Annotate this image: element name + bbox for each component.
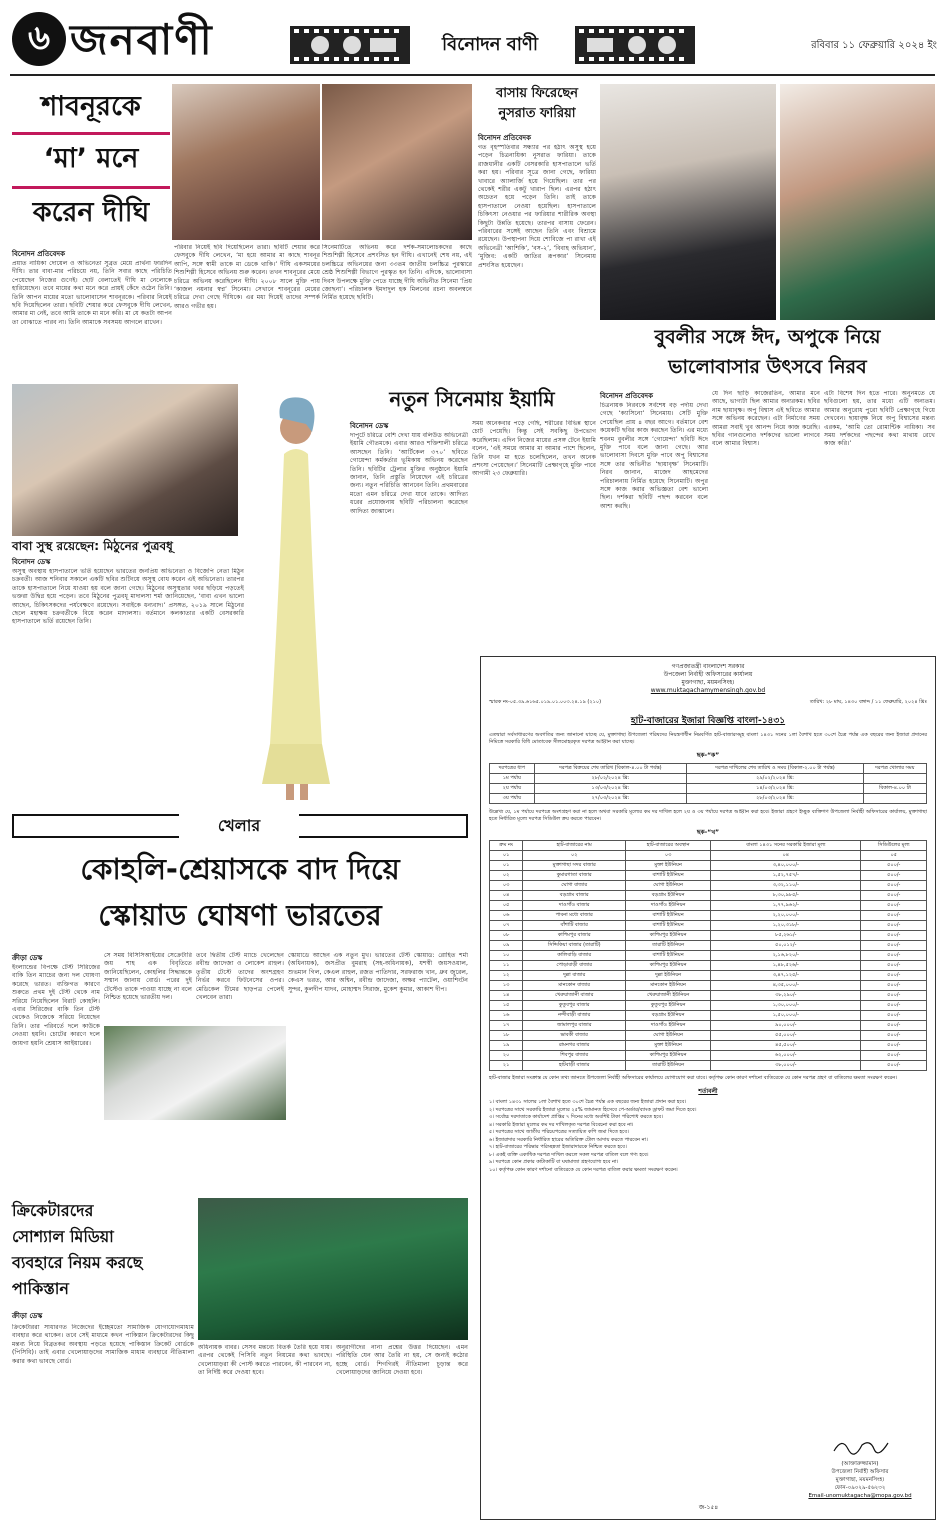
story-yami-headline: নতুন সিনেমায় ইয়ামি [389, 387, 555, 411]
story-body: গত বৃহস্পতিবার সন্ধ্যার পর হঠাৎ অসুস্থ হয়ে পড়েন চিত্রনায়িকা নুসরাত ফারিয়া। তাকে রাজধানীর একটি বেসরকারি হাসপাতালে ভর্তি করা হয়। পরিবার সূত্রে জানা গেছে, ফারিয়া খাবারে অ্যালার্জি হয়ে গিয়েছিল। তার পর থেকেই শরীর একটু খারাপ ছিল। এরপর হঠাৎ অচেতন হয়ে পড়েন তিনি। তাই তাকে হাসপাতালে নেওয়া হয়েছিল। হাসপাতালে চিকিৎসা নেওয়ার পর ফারিয়ার শারীরিক অবস্থা কিছুটা উন্নতি হয়েছে। তারপর বাসায় ফেরেন। পরিবারের সঙ্গেই আছেন তিনি এবং বিশ্রামে রয়েছেন। উপস্থাপনা দিয়ে শোবিজে পা রাখা এই অভিনেত্রী ‘আশিকি’, ‘বস-২’, ‘বিবাহ অভিযান’, ‘মুজিব: একটি জাতির রূপকার’ সিনেমায় প্রশংসিত হয়েছেন। [478, 144, 596, 269]
story-body: স্কোয়াডে আছেন এক নতুন মুখ। ভারতের টেস্ট স্কোয়াড: রোহিত শর্মা (অধিনায়ক), জসপ্রীত বুমরাহ (সহ-অধিনায়ক), যশস্বী জয়সওয়াল, শুভমান গিল, কেএল রাহুল, রজত পাতিদার, সরফরাজ খান, ধ্রুব জুরেল, কেএস ভরত, আর অশ্বিন, রবীন্দ্র জাদেজা, অক্ষর প্যাটেল, ওয়াশিংটন সুন্দর, কুলদীপ যাদব, মোহাম্মদ সিরাজ, মুকেশ কুমার, আকাশ দীপ। [288, 952, 468, 993]
table-cell: ১৪ [490, 991, 523, 1001]
sign-place: মুক্তাগাছা, ময়মনসিংহ। [835, 1477, 885, 1483]
story-body: প্রয়াত নায়িকা দোয়েল ও অভিনেতা সুব্রত মেয়ে প্রার্থনা ফারদিন দীঘি। তার বাবা-মার পরিচয়ে নয়, তিনি সবার কাছে পরিচিতি পেয়েছেন নিজের গুণেই। ছোট বেলাতেই দীঘি মা নেলোকে হারিয়েছেন। তবে মায়ের কথা মনে করে প্রায়ই কেঁদে ওঠেন তিনি। তিনি আপন মায়ের মতো ভালোবাসেন শাবনূরকে। পরিবার নিয়েই ছবি দিয়েছিলেন তারা। ছবিটি শেয়ার করে ফেসবুকে দীঘি লেখেন, আমার মা নেই, তবে আমি তাকে মা মনে করি। মা যে কতটা আপন তা বোঝাতে পারব না। তিনি আমাকে সবসময় আগলে রাখেন। [12, 260, 172, 326]
table-cell: কুতুবপুর ইউনিয়ন [626, 1001, 711, 1011]
story-body: ক্রিকেটাররা সাধারণত নিজেদের ইচ্ছেমতো সামাজিক যোগাযোগমাধ্যম ব্যবহার করে থাকেন। তবে সেই মাধ্যমে কখন পাকিস্তান ক্রিকেটারদের কিছু মন্তব্য নিয়ে বিব্রতকর অবস্থায় পড়তে হয়েছে পাকিস্তান ক্রিকেট বোর্ডকে (পিসিবি)। তাই এবার খেলোয়াড়দের সামাজিক মাধ্যম ব্যবহারে নীতিমালা করার কথা ভাবছে বোর্ড। [12, 1324, 194, 1365]
table-row [490, 871, 927, 881]
table-cell: দাওগাঁও বাজার [523, 901, 626, 911]
table-cell: ৪৫,৫০০/- [711, 1041, 861, 1051]
memo-number: স্মারক নং-০৫.৩৯.৬১৬৫.০১৯.০১.০০৩.২৪.১৯ (২১০) [489, 699, 602, 705]
condition-item: ৬। ইজারাদার সরকারি নির্ধারিত হারের অতিরিক্ত টোল আদায় করতে পারবেন না। [489, 1136, 648, 1143]
table-cell: ২৮/০২/২০২৪ খ্রি: [534, 774, 687, 784]
table-cell: ২,১৬,৮২০/- [711, 951, 861, 961]
table-row [490, 774, 927, 784]
table-cell: ২০ [490, 1051, 523, 1061]
headline-line: করেন দীঘি [32, 197, 150, 228]
table-cell: ০৫ [490, 901, 523, 911]
story-body: সময় অনেকবার পড়ে গেছি, শরীরের বিভিন্ন স্থানে চোট পেয়েছি। কিন্তু সেই সবকিছু উপভোগ করেছিলাম। এদিন নিজের মায়ের প্রসঙ্গ টেনে ইয়ামি বলেন, ‘এই সময়ে আমার মা আমার পাশে ছিলেন, তিনি যখন মা হতে চলেছিলেন, তখন অনেক প্রশংসা পেয়েছেন।’ সিনেমাটি প্রেক্ষাগৃহে মুক্তি পাবে আগামী ২৩ ফেব্রুয়ারি। [472, 420, 596, 478]
table-cell: ১,৫০,০০০/- [711, 1011, 861, 1021]
table-cell: ৫০০/- [861, 951, 927, 961]
table-row [490, 971, 927, 981]
table-row [490, 911, 927, 921]
headline-line: ব্যবহারে নিয়ম করছে [12, 1253, 143, 1272]
market-list-table [489, 840, 927, 1071]
table-cell: কুমারগাতা বাজার [523, 871, 626, 881]
table-cell: ৫০০/- [861, 881, 927, 891]
story-mithun-headline: বাবা সুস্থ রয়েছেন: মিঠুনের পুত্রবধূ [12, 539, 173, 553]
table-header-cell: হাট-বাজারের নাম [523, 841, 626, 851]
headline-line: সোশ্যাল মিডিয়া [12, 1227, 114, 1246]
table-cell: ১,৪৮,৫২৬/- [711, 961, 861, 971]
table-cell: কাশিমপুর বাজার [523, 931, 626, 941]
table-cell: ২৮/০৩/২০২৪ খ্রি: [687, 794, 864, 804]
table-cell: হাটবাড়ী বাজার [523, 1061, 626, 1071]
table-cell: ৩,৪০,০০০/- [711, 861, 861, 871]
story-bubli-headline [600, 322, 935, 388]
headline-accent-rule [12, 132, 170, 135]
table-cell: ১৬ [490, 1011, 523, 1021]
photo-india-cricketers [104, 1026, 286, 1120]
table-header-cell: বাংলা ১৪৩১ সনের সরকারি ইজারা মূল্য [711, 841, 861, 851]
table-row [490, 851, 927, 861]
story-body: অসুস্থ অবস্থায় হাসপাতালে ভর্তি হয়েছেন ভারতের জনপ্রিয় অভিনেতা ও বিজেপি নেতা মিঠুন চক্রবর্তী। আজ শনিবার সকালে একটি ছবির শুটিংয়ে অসুস্থ বোধ করেন এই অভিনেতা। তারপর তাকে হাসপাতালে নিয়ে যাওয়া হয় বলে জানা গেছে। মিঠুনের অসুস্থতার খবর ছড়িয়ে পড়তেই ভক্তরা উদ্বিগ্ন হয়ে পড়েন। তবে মিঠুনের পুত্রবধূ মাদালসা শর্মা জানিয়েছেন, ‘বাবা এখন ভালো আছেন, চিকিৎসকদের পর্যবেক্ষণে রয়েছেন। সবাইকে ধন্যবাদ।’ প্রসঙ্গত, ২০১৯ সালে মিঠুনের ছেলে মহাক্ষয় চক্রবর্তীকে বিয়ে করেন মাদালসা। বর্তমানে কলকাতার একটি বেসরকারি হাসপাতালে ভর্তি রয়েছেন তিনি। [12, 568, 244, 626]
table-cell: বড়গ্রাম ইউনিয়ন [626, 1011, 711, 1021]
headline-line: ভালোবাসার উৎসবে নিরব [668, 356, 867, 378]
story-pakistan-headline [12, 1198, 180, 1310]
sports-section-bar [12, 814, 468, 838]
ad-code: জ-১৫৪ [698, 1504, 719, 1511]
table-cell: ০৫ [861, 851, 927, 861]
table-cell: বড়গ্রাম বাজার [523, 891, 626, 901]
table-cell: ১৫ [490, 1001, 523, 1011]
paper-name: জনবাণী [70, 15, 214, 64]
table-cell: বাশাটি ইউনিয়ন [626, 951, 711, 961]
tender-notice [480, 656, 936, 1520]
photo-actress-apu [780, 84, 935, 320]
headline-line: নুসরাত ফারিয়া [498, 106, 576, 121]
photo-yami-gautam [246, 384, 346, 806]
table-row [490, 921, 927, 931]
table-row [490, 891, 927, 901]
film-reel-icon [290, 26, 410, 64]
table-cell: ৮,৩০,৯৮৫/- [711, 891, 861, 901]
table-cell: ৫০০/- [861, 901, 927, 911]
byline: ক্রীড়া ডেস্ক [12, 1312, 43, 1320]
condition-item: ৩। সর্বোচ্চ দরদাতাকে কার্যাদেশ প্রাপ্তির ৭ দিনের মধ্যে অবশিষ্ট টাকা পরিশোধ করতে হবে। [489, 1114, 663, 1120]
table-cell: মুক্তা ইউনিয়ন [626, 1041, 711, 1051]
table-cell: ৫০০/- [861, 891, 927, 901]
table-cell: ৪,৩৫,০০০/- [711, 981, 861, 991]
website-link[interactable]: www.muktagachamymensingh.gov.bd [650, 687, 766, 694]
story-body: ইংল্যান্ডের বিপক্ষে টেস্ট সিরিজের বাকি তিন ম্যাচের জন্য দল ঘোষণা করেছে ভারত। ব্যক্তিগত কারণে শুরুতে প্রথম দুই টেস্ট থেকে নাম সরিয়ে নিয়েছিলেন বিরাট কোহলি। এবার সিরিজের বাকি তিন টেস্ট থেকেও নিজেকে সরিয়ে নিয়েছেন তিনি। তার পরিবর্তে দলে কাউকে নেওয়া হয়নি। চোটের কারণে দলে জায়গা হয়নি শ্রেয়াস আইয়ারের। [12, 964, 100, 1047]
photo-actor-nirob [600, 84, 776, 320]
table-cell: ১৭ [490, 1021, 523, 1031]
table-cell: তারাটি ইউনিয়ন [626, 1061, 711, 1071]
byline: বিনোদন ডেস্ক [350, 422, 389, 430]
table-cell: ০৬ [490, 911, 523, 921]
film-strip-icon-left [290, 26, 410, 64]
table-cell: বিকাল-৪.০০ টা [863, 784, 926, 794]
memo-date: তারিখ: ২৮ মাঘ, ১৪৩০ বঙ্গাব্দ / ১১ ফেব্রুয়ারি, ২০২৪ খ্রিঃ [809, 699, 927, 705]
table-cell: ৩৮,২৯০/- [711, 991, 861, 1001]
table-cell: দাওগাঁও ইউনিয়ন [626, 901, 711, 911]
table-cell: ১৩/০৩/২০২৪ খ্রি: [534, 784, 687, 794]
post-table-text: হাট-বাজার ইজারা সংক্রান্ত যে কোন তথ্য জানতে উপজেলা নির্বাহী অফিসারের কার্যালয়ে যোগাযোগ করা যাবে। কর্তৃপক্ষ কোন কারণ দর্শানো ব্যতিরেকে যে কোন দরপত্র গ্রহণ বা বাতিলের ক্ষমতা সংরক্ষণ করেন। [489, 1075, 897, 1081]
table-row [490, 794, 927, 804]
table-row [490, 1021, 927, 1031]
tender-intro: এতদ্বারা সর্বসাধারণের অবগতির জন্য জানানো যাচ্ছে যে, মুক্তাগাছা উপজেলা পরিষদের নিয়ন্ত্রণাধীন নিম্নবর্ণিত হাট-বাজারসমূহ বাংলা ১৪৩১ সনের ১লা বৈশাখ হতে ৩০শে চৈত্র পর্যন্ত এক বছরের জন্য ইজারা প্রদানের নিমিত্তে সরকারি বিধি মোতাবেক সীলমোহরকৃত দরপত্র আহ্বান করা যাচ্ছে। [489, 732, 927, 745]
table-cell: ৫০০/- [861, 961, 927, 971]
table-cell: ০১ [490, 851, 523, 861]
table-cell: মুক্তা ইউনিয়ন [626, 861, 711, 871]
gov-line: গণপ্রজাতন্ত্রী বাংলাদেশ সরকার [671, 663, 745, 670]
byline: বিনোদন প্রতিবেদক [12, 250, 65, 258]
table-row [490, 784, 927, 794]
photo-mithun [12, 384, 238, 536]
table-cell: কাশিমপুর ইউনিয়ন [626, 931, 711, 941]
table-cell: পোড়াবাড়ী বাজার [523, 961, 626, 971]
tender-note: উল্লেখ্য যে, ১ম পর্যায়ে দরপত্রে অংশগ্রহণ করা না হলে অথবা সরকারি মূল্যের কম দর দাখিল হলে ২য় ও ৩য় পর্যায়ে দরপত্র আহ্বান করা হবে। ইজারা গ্রহণে ইচ্ছুক ব্যক্তিগণ উপজেলা নির্বাহী অফিসারের কার্যালয়, মুক্তাগাছা হতে নির্ধারিত মূল্যে দরপত্র সিডিউল ক্রয় করতে পারবেন। [489, 809, 927, 822]
table-cell: ৫০০/- [861, 991, 927, 1001]
table-cell: ১০ [490, 951, 523, 961]
photo-shabnur-dighi [172, 84, 320, 240]
table-row [490, 951, 927, 961]
story-shabnur-headline [12, 86, 170, 246]
table-cell: ৫০০/- [861, 1041, 927, 1051]
byline: বিনোদন প্রতিবেদক [600, 392, 653, 400]
table-cell: ৫০০/- [861, 1061, 927, 1071]
signature-image [830, 1435, 890, 1457]
table-cell: খেরুয়াজানী বাজার [523, 991, 626, 1001]
tender-schedule-table [489, 763, 927, 804]
table-cell: ০৩ [626, 851, 711, 861]
table-row [490, 991, 927, 1001]
table-header-cell: হাট-বাজারের অবস্থান [626, 841, 711, 851]
story-body: পরিবার নিয়েই ছবি দিয়েছিলেন তারা। ছবিটি শেয়ার করে ফেসবুকে দীঘি লেখেন, ‘মা হয়ে আমার মা কাছে শাবনূর আপি, সঙ্গে স্বামী তাকে মা ডেকে থাকি।’ দীঘি একসময়ের শিশুশিল্পী হিসেবে অভিনয় শুরু করেন। তখন শাবনূরের মেয়ে চরিত্রে অভিনয় করেছিলেন দীঘি। ২০০৮ সালে মুক্তি পায় ‘কাজল নয়নার স্বপ্ন’ সিনেমা। সেখানে শাবনূরের মেয়ের চরিত্রে দেখা গেছে দীঘিকে। এর মধ্য দিয়েই তাদের সম্পর্ক আরও গভীর হয়। [174, 244, 320, 310]
table-cell: বড়গ্রাম ইউনিয়ন [626, 891, 711, 901]
table-cell: বাশাটি ইউনিয়ন [626, 871, 711, 881]
table-cell: মানকোন ইউনিয়ন [626, 981, 711, 991]
byline: ক্রীড়া ডেস্ক [12, 954, 43, 962]
headline-line: স্কোয়াড ঘোষণা ভারতের [98, 898, 382, 932]
table-b-title: ছক-“খ” [696, 829, 720, 836]
table-cell: ০২ [523, 851, 626, 861]
table-cell: ১৪/০৩/২০২৪ খ্রি: [687, 784, 864, 794]
table-cell: ১,৭৭,৯৬২/- [711, 901, 861, 911]
story-body: চিত্রনায়ক নিরবকে সর্বশেষ বড় পর্দায় দেখা গেছে ‘ক্যাসিনো’ সিনেমায়। সেটি মুক্তি পেয়েছিল প্রায় ৪ বছর আগে। বর্তমানে বেশ কয়েকটি ছবির কাজ করছেন তিনি। এর মধ্যে শবনম বুবলীর সঙ্গে ‘গোয়েন্দা’ ছবিটি ঈদে মুক্তি পাবে বলে জানা গেছে। আর ভালোবাসা দিবসে মুক্তি পাবে অপু বিশ্বাসের সঙ্গে তার অভিনীত ‘ছায়াবৃক্ষ’ সিনেমাটি। নিরব জানান, মাজেদ আহমেদের পরিচালনায় নির্মিত হয়েছে সিনেমাটি। অপুর সঙ্গে কাজ করার অভিজ্ঞতা বেশ ভালো ছিল। দর্শকরা ছবিটি পছন্দ করবেন বলে আশা করছি। [600, 402, 708, 510]
headline-line: কোহলি-শ্রেয়াসকে বাদ দিয়ে [80, 852, 400, 886]
table-cell: ৫০০/- [861, 1031, 927, 1041]
table-cell: ৫০০/- [861, 1051, 927, 1061]
table-cell: ১,৫২,৭৫৭/- [711, 871, 861, 881]
byline: বিনোদন ডেস্ক [12, 558, 51, 566]
table-cell: ১ম পর্যায় [490, 774, 535, 784]
gov-line: মুক্তাগাছা, ময়মনসিংহ। [681, 679, 735, 686]
table-cell: ঘোগা বাজার [523, 881, 626, 891]
table-cell: ০৩ [490, 881, 523, 891]
tender-title: হাট-বাজারের ইজারা বিজ্ঞপ্তি বাংলা-১৪৩১ [630, 716, 786, 726]
story-body: যে দিন ছাড়ি কাজেরতিন, আমার মনে আছে, ভাগ্যটা ছিল আমার অন্যরকম। ছবির নাম ছায়াবৃক্ষ। অপু বিশ্বাস এই ছবিতে আমার সঙ্গে অভিনয় করেছেন। এটা নির্মাণের সময় আমরা সবাই খুব আনন্দ নিয়ে কাজ করেছি। ছবির গানগুলোও দর্শকদের ভালো লাগবে বলে আমার বিশ্বাস। [712, 390, 820, 448]
table-header-cell: দরপত্র দাখিলের শেষ তারিখ ও সময় (বিকাল-২.০০ টা পর্যন্ত) [687, 764, 864, 774]
table-cell: কাশিমপুর ইউনিয়ন [626, 961, 711, 971]
table-a-title: ছক-“ক” [696, 752, 720, 759]
table-cell [863, 794, 926, 804]
sign-phone: ফোন-০৯০২৯-৫৬২৩২ [834, 1485, 886, 1491]
table-row [490, 1041, 927, 1051]
table-cell: কুতুবপুর বাজার [523, 1001, 626, 1011]
table-row [490, 1011, 927, 1021]
photo-pakistan-cricketers [198, 1198, 468, 1340]
table-cell: শিবপুর বাজার [523, 1051, 626, 1061]
headline-line: শাবনূরকে [41, 91, 141, 122]
conditions-list [489, 1099, 927, 1174]
masthead-divider [10, 74, 935, 76]
table-row [490, 1051, 927, 1061]
condition-item: ১০। কর্তৃপক্ষ কোন কারণ দর্শানো ব্যতিরেকে যে কোন দরপত্র বাতিল করার ক্ষমতা সংরক্ষণ করেন। [489, 1166, 678, 1173]
table-cell: ১,৩০,০০০/- [711, 1001, 861, 1011]
table-cell: ৫০০/- [861, 1021, 927, 1031]
signature-block [795, 1435, 925, 1499]
photo-mother-child [322, 84, 472, 240]
table-cell: ২৯/০২/২০২৪ খ্রি: [687, 774, 864, 784]
issue-date: রবিবার ১১ ফেব্রুয়ারি ২০২৪ ইং [811, 40, 937, 51]
table-cell: ৫০০/- [861, 971, 927, 981]
table-cell: পাবনা মধ্যে বাজার [523, 911, 626, 921]
table-cell: সিদ্দিকিয়া বাজার (তারাটি) [523, 941, 626, 951]
table-row [490, 861, 927, 871]
condition-item: ৪। সরকারি ইজারা মূল্যের কম দর দাখিলকৃত দরপত্র বিবেচনা করা হবে না। [489, 1121, 634, 1128]
table-cell: ২৭/০৩/২০২৪ খ্রি: [534, 794, 687, 804]
table-cell: ভাবকী বাজার [523, 1031, 626, 1041]
story-body: দাপুটে চরিত্রে বেশি দেখা যায় বলিউড অভিনেত্রী ইয়ামি গৌতমকে। এবার আরও শক্তিশালী চরিত্রে আসছেন তিনি। ‘আর্টিকেল ৩৭০’ ছবিতে গোয়েন্দা কর্মকর্তার ভূমিকায় অভিনয় করেছেন তিনি। ছবিটির ট্রেলার মুক্তির অনুষ্ঠানে ইয়ামি জানান, তিনি প্রস্তুতি নিয়েছেন এই চরিত্রের জন্য। নতুন পরিচিতি আনবেন তিনি। প্রথমবারের মতো এমন চরিত্রে দেখা যাবে তাকে। আদিত্য ধরের প্রযোজনায় ছবিটি পরিচালনা করেছেন আদিত্য জাম্ভালে। [350, 432, 468, 515]
table-row [490, 981, 927, 991]
table-cell: ১৮ [490, 1031, 523, 1041]
table-cell: ঘোগা ইউনিয়ন [626, 1031, 711, 1041]
table-cell: দুল্লা বাজার [523, 971, 626, 981]
film-reel-icon [575, 26, 695, 64]
table-cell: বাশাটি ইউনিয়ন [626, 911, 711, 921]
table-cell: ১৯ [490, 1041, 523, 1051]
table-cell: বাশাটি ইউনিয়ন [626, 921, 711, 931]
table-cell: ১,২০,৩১৮/- [711, 921, 861, 931]
sports-section-label: খেলার [179, 814, 299, 838]
table-cell: বাঁশাটি বাজার [523, 921, 626, 931]
figure-silhouette-icon [246, 384, 346, 806]
masthead [0, 0, 945, 78]
story-body: অনুরাগীদের নানা প্রশ্নের উত্তর দিয়েছেন। এমন পরিস্থিতি যেন আর তৈরি না হয়, সে জন্যই কঠোর হচ্ছে বোর্ড। শিগগিরই নীতিমালা চূড়ান্ত করে খেলোয়াড়দের জানিয়ে দেওয়া হবে। [336, 1344, 468, 1377]
table-cell: ০৮ [490, 931, 523, 941]
condition-item: ৭। হাট-বাজারের পরিষ্কার পরিচ্ছন্নতা ইজারাদারকে নিশ্চিত করতে হবে। [489, 1144, 627, 1150]
table-cell: ৫০০/- [861, 1001, 927, 1011]
story-body: এটা বিশেষ দিন হতে পারে। অনুনমতে যে ছবিগুলো হয়, তার মধ্যে এটি অন্যতম। আমার অনুরোধ পুরো ছবিটি প্রেক্ষাগৃহে গিয়ে দেখবেন। ছায়াবৃক্ষ নিয়ে অপু বিশ্বাসের মন্তব্য এরকম, ‘আমি তো রোমান্টিক নায়িকা। সব সময় দর্শকদের পছন্দের কথা মাথায় রেখে কাজ করি।’ [824, 390, 935, 448]
table-cell: দাওগাঁও ইউনিয়ন [626, 1021, 711, 1031]
page-number: ৬ [12, 12, 66, 66]
conditions-title: শর্তাবলী [698, 1088, 718, 1095]
table-cell: খেরুয়াজানী ইউনিয়ন [626, 991, 711, 1001]
headline-line: ‘মা’ মনে [43, 143, 139, 174]
table-cell: ৫০০/- [861, 911, 927, 921]
table-cell: ১৩ [490, 981, 523, 991]
table-cell: ৫০০/- [861, 871, 927, 881]
condition-item: ১। বাংলা ১৪৩১ সালের ১লা বৈশাখ হতে ৩০শে চৈত্র পর্যন্ত এক বছরের জন্য ইজারা প্রদান করা হবে। [489, 1099, 687, 1105]
table-cell: ৫০,০১২/- [711, 941, 861, 951]
table-cell: ৩,৪৭,১২৫/- [711, 971, 861, 981]
headline-line: ক্রিকেটারদের [12, 1201, 94, 1220]
table-cell: ২য় পর্যায় [490, 784, 535, 794]
table-cell: ৩,৩২,১১০/- [711, 881, 861, 891]
table-cell: ৩য় পর্যায় [490, 794, 535, 804]
table-cell: ৫০০/- [861, 941, 927, 951]
table-cell: ৫০০/- [861, 921, 927, 931]
table-cell: ৫০০/- [861, 981, 927, 991]
table-header-cell: দরপত্র বিক্রয়ের শেষ তারিখ (বিকাল-৪.০০ টা পর্যন্ত) [534, 764, 687, 774]
table-cell: ৫০০/- [861, 861, 927, 871]
table-cell: কালিবাড়ি বাজার [523, 951, 626, 961]
gov-line: উপজেলা নির্বাহী অফিসারের কার্যালয় [663, 671, 753, 678]
table-cell: ০৯ [490, 941, 523, 951]
table-cell: রামনগর বাজার [523, 1041, 626, 1051]
condition-item: ৯। দরপত্রে কোন প্রকার কাটাকাটি বা ঘষামাজা গ্রহণযোগ্য হবে না। [489, 1159, 619, 1165]
film-strip-icon-right [575, 26, 695, 64]
table-cell: ১২ [490, 971, 523, 981]
table-row [490, 881, 927, 891]
condition-item: ২। দরপত্রের সাথে সরকারি ইজারা মূল্যের ২৫% জামানত হিসেবে পে-অর্ডার/ব্যাংক ড্রাফট জমা দিতে হবে। [489, 1106, 697, 1113]
table-header-cell: দরপত্রের ধাপ [490, 764, 535, 774]
table-cell: ০২ [490, 871, 523, 881]
headline-line: বুবলীর সঙ্গে ঈদ, অপুকে নিয়ে [654, 326, 881, 348]
story-body: সে সময় বিসিসিআইয়ের সেক্রেটারি জয় শাহ এক বিবৃতিতে জানিয়েছিলেন, কোহলির সিদ্ধান্তকে সম্মান জানায় বোর্ড। পরের দুই টেস্টেও তাকে পাওয়া যাচ্ছে না বলে নিশ্চিত হয়েছে ভারতীয় দল। [104, 952, 192, 1002]
headline-line: বাসায় ফিরেছেন [495, 86, 578, 101]
table-cell: জামালপুর বাজার [523, 1021, 626, 1031]
table-cell: ৫৫,০০০/- [711, 1031, 861, 1041]
table-row [490, 931, 927, 941]
table-cell: মানকোন বাজার [523, 981, 626, 991]
sign-title: উপজেলা নির্বাহী অফিসার [831, 1469, 889, 1475]
sign-email[interactable]: Email-unomuktagacha@mopa.gov.bd [808, 1493, 912, 1499]
table-header-cell: সিডিউলের মূল্য [861, 841, 927, 851]
section-title: বিনোদন বাণী [441, 34, 539, 55]
condition-item: ৮। একই ব্যক্তি একাধিক দরপত্র দাখিল করলে সকল দরপত্র বাতিল বলে গণ্য হবে। [489, 1151, 649, 1158]
table-cell [863, 774, 926, 784]
table-cell: তারাটি ইউনিয়ন [626, 941, 711, 951]
table-cell: ০১ [490, 861, 523, 871]
table-row [490, 1031, 927, 1041]
table-cell: ১১ [490, 961, 523, 971]
table-cell: দুল্লা ইউনিয়ন [626, 971, 711, 981]
table-cell: কাশিমপুর ইউনিয়ন [626, 1051, 711, 1061]
table-cell: ঘোগা ইউনিয়ন [626, 881, 711, 891]
table-cell: ২,২০,০০০/- [711, 911, 861, 921]
byline: বিনোদন প্রতিবেদক [478, 134, 531, 142]
table-cell: ৬২,০০০/- [711, 1051, 861, 1061]
table-row [490, 961, 927, 971]
table-row [490, 901, 927, 911]
table-cell: ৫০০/- [861, 1011, 927, 1021]
story-nusrat-headline [478, 84, 596, 128]
condition-item: ৫। দরপত্রের সাথে জাতীয় পরিচয়পত্রের সত্যায়িত কপি জমা দিতে হবে। [489, 1129, 629, 1135]
table-cell: ২১ [490, 1061, 523, 1071]
story-body: সিনেমাটিতে অভিনয় করে দর্শক-সমালোচকদের কাছে শিশুশিল্পী হিসেবে প্রশংসিত হন দীঘি। এখানেই শেষ নয়, এই চলচ্চিত্রে অভিনয়ের জন্য ৩৩তম জাতীয় চলচ্চিত্র পুরস্কারে শ্রেষ্ঠ শিশুশিল্পী বিভাগে পুরস্কৃত হন তিনি। এদিকে, ভালোবাসা দিবস উপলক্ষে মুক্তি পেতে যাচ্ছে দীঘি অভিনীত সিনেমা ‘প্রিয় জোছনা’। পরিচালক ইমদাদুল হক মিলনের রচনা অবলম্বনে নির্মিত হয়েছে ছবিটি। [322, 244, 472, 302]
table-cell: মুক্তাগাছা সদর বাজার [523, 861, 626, 871]
table-cell: ০৭ [490, 921, 523, 931]
story-body: অধিনায়ক বাবর। সেসব মন্তব্যে বিতর্ক তৈরি হয়ে যায়। এরপর থেকেই পিসিবি নতুন নিয়মের কথা ভাবছে। খেলোয়াড়রা কী পোস্ট করতে পারবেন, কী পারবেন না, তা নির্দিষ্ট করে দেওয়া হবে। [198, 1344, 332, 1377]
table-cell: ৩৮,০০০/- [711, 1061, 861, 1071]
sports-headline [12, 846, 468, 946]
table-header-cell: ক্রম নং [490, 841, 523, 851]
table-cell: নন্দীবাড়ী বাজার [523, 1011, 626, 1021]
headline-accent-rule [12, 186, 170, 189]
table-row [490, 1061, 927, 1071]
table-cell: ০৪ [490, 891, 523, 901]
table-row [490, 941, 927, 951]
table-cell: ৯০,০০০/- [711, 1021, 861, 1031]
story-body: তবে দ্বিতীয় টেস্ট ম্যাচে খেলেছেন রবীন্দ্র জাদেজা ও লোকেশ রাহুল। তৃতীয় টেস্টে তাদের অংশগ্রহণ নির্ভর করবে ফিটনেসের ওপর। মেডিকেল টিমের ছাড়পত্র পেলেই খেলবেন তারা। [196, 952, 284, 1002]
sign-name: (আক্তারুজ্জামান) [841, 1461, 879, 1467]
table-cell: ৮৫,২৬১/- [711, 931, 861, 941]
table-header-cell: দরপত্র খোলার সময় [863, 764, 926, 774]
headline-line: পাকিস্তান [12, 1279, 69, 1298]
table-cell: ৫০০/- [861, 931, 927, 941]
table-cell: ০৪ [711, 851, 861, 861]
table-row [490, 1001, 927, 1011]
